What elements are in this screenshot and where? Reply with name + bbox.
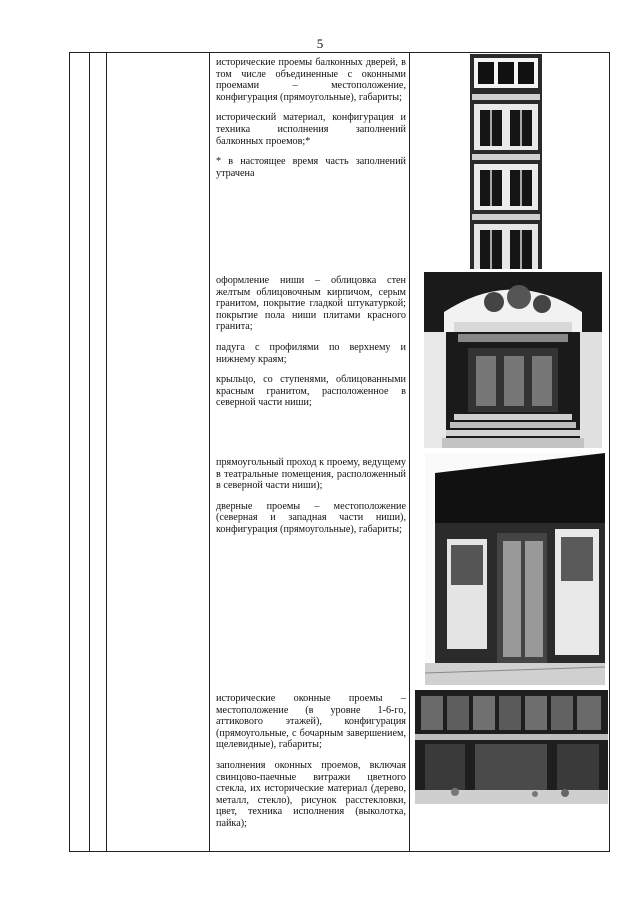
column-divider-3 [209,53,210,851]
row-1-paragraph-2: исторический материал, конфигурация и техника исполнения заполнений балконных проемов;* [216,112,406,147]
column-divider-4 [409,53,410,851]
column-divider-2 [106,53,107,851]
row-3-description [216,457,406,536]
row-1-description [216,57,406,179]
row-2-paragraph-3: крыльцо, со ступенями, облицованными красным гранитом, расположенное в северной части ниши; [216,374,406,409]
entrance-niche-photo [424,272,602,448]
row-4-paragraph-1: исторические оконные проемы – местоположение (в уровне 1-6-го, аттикового этажей), конфигурация (прямоугольные, с бочарным завершением, щелевидные), габариты; [216,693,406,751]
row-3-paragraph-1: прямоугольный проход к проему, ведущему в театральные помещения, расположенный в северной части ниши); [216,457,406,492]
row-1-paragraph-1: исторические проемы балконных дверей, в том числе объединенные с оконными проемами – местоположение, конфигурация (прямоугольные), габариты; [216,57,406,103]
facade-balcony-photo [466,54,546,269]
row-2-description [216,275,406,409]
row-4-description [216,693,406,830]
row-1-paragraph-3: * в настоящее время часть заполнений утрачена [216,156,406,179]
column-divider-1 [89,53,90,851]
row-4-paragraph-2: заполнения оконных проемов, включая свинцово-паечные витражи цветного стекла, их исторические материал (дерево, металл, стекло), рисунок расстекловки, цвет, техника исполнения (выколотка, пайка); [216,759,406,829]
page-number: 5 [316,36,324,51]
niche-doors-photo [425,453,605,685]
stained-glass-photo [415,690,608,804]
row-3-paragraph-2: дверные проемы – местоположение (северная и западная части ниши), конфигурация (прямоугольные), габариты; [216,500,406,535]
row-2-paragraph-2: падуга с профилями по верхнему и нижнему краям; [216,341,406,365]
row-2-paragraph-1: оформление ниши – облицовка стен желтым облицовочным кирпичом, серым гранитом, покрытие гладкой штукатуркой; покрытие пола ниши плитами красного гранита; [216,275,406,333]
